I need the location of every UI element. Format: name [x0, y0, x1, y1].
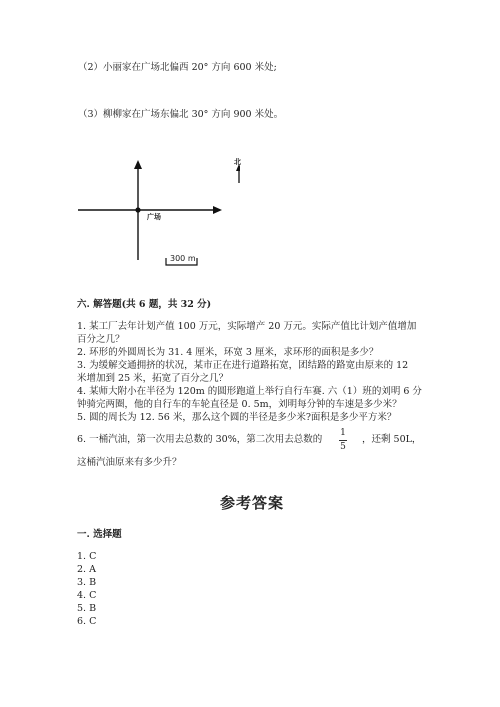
q6-line1-part1: 6. 一桶汽油，第一次用去总数的 30%，第二次用去总数的 [77, 434, 323, 445]
q6-fraction [336, 428, 350, 453]
fraction-bar [339, 440, 347, 441]
question-item-2: （2）小丽家在广场北偏西 20° 方向 600 米处; [78, 62, 277, 73]
answer-item: 3. B [77, 577, 97, 588]
q1-line2: 百分之几？ [77, 334, 125, 345]
east-arrow-head [213, 206, 222, 214]
answer-item: 1. C [77, 551, 97, 562]
section-heading: 六. 解答题(共 6 题，共 32 分) [77, 299, 212, 310]
fraction-denominator: 5 [340, 442, 346, 452]
q1-line1: 1. 某工厂去年计划产值 100 万元，实际增产 20 万元。实际产值比计划产值增加 [77, 321, 417, 332]
answer-item: 6. C [77, 616, 97, 627]
q6-line1-part2: ，还剩 50L， [362, 434, 422, 445]
answer-item: 5. B [77, 603, 97, 614]
q3-line1: 3. 为缓解交通拥挤的状况，某市正在进行道路拓宽，团结路的路宽由原来的 12 [77, 360, 409, 371]
north-label: 北 [234, 158, 241, 166]
q3-line2: 米增加到 25 米，拓宽了百分之几？ [77, 373, 229, 384]
center-point [135, 207, 140, 212]
q4-line1: 4. 某师大附小在半径为 120m 的圆形跑道上举行自行车赛. 六（1）班的刘明 6 分 [77, 386, 422, 397]
center-label: 广场 [147, 213, 161, 221]
answer-item: 4. C [77, 590, 97, 601]
q4-line2: 钟骑完两圈，他的自行车的车轮直径是 0. 5m，刘明每分钟的车速是多少米？ [77, 399, 402, 410]
fraction-numerator: 1 [340, 428, 346, 438]
q2-line: 2. 环形的外圆周长为 31. 4 厘米，环宽 3 厘米，求环形的面积是多少？ [77, 347, 379, 358]
north-arrow-head [134, 160, 142, 169]
q5-line: 5. 圆的周长为 12. 56 米，那么这个圆的半径是多少米?面积是多少平方米？ [77, 412, 397, 423]
answers-title: 参考答案 [220, 494, 285, 512]
q6-line2: 这桶汽油原来有多少升？ [77, 457, 182, 468]
scale-label: 300 m [170, 254, 196, 263]
answers-section-label: 一. 选择题 [77, 529, 122, 540]
question-item-3: （3）柳柳家在广场东偏北 30° 方向 900 米处。 [78, 109, 284, 120]
answer-item: 2. A [77, 564, 96, 575]
